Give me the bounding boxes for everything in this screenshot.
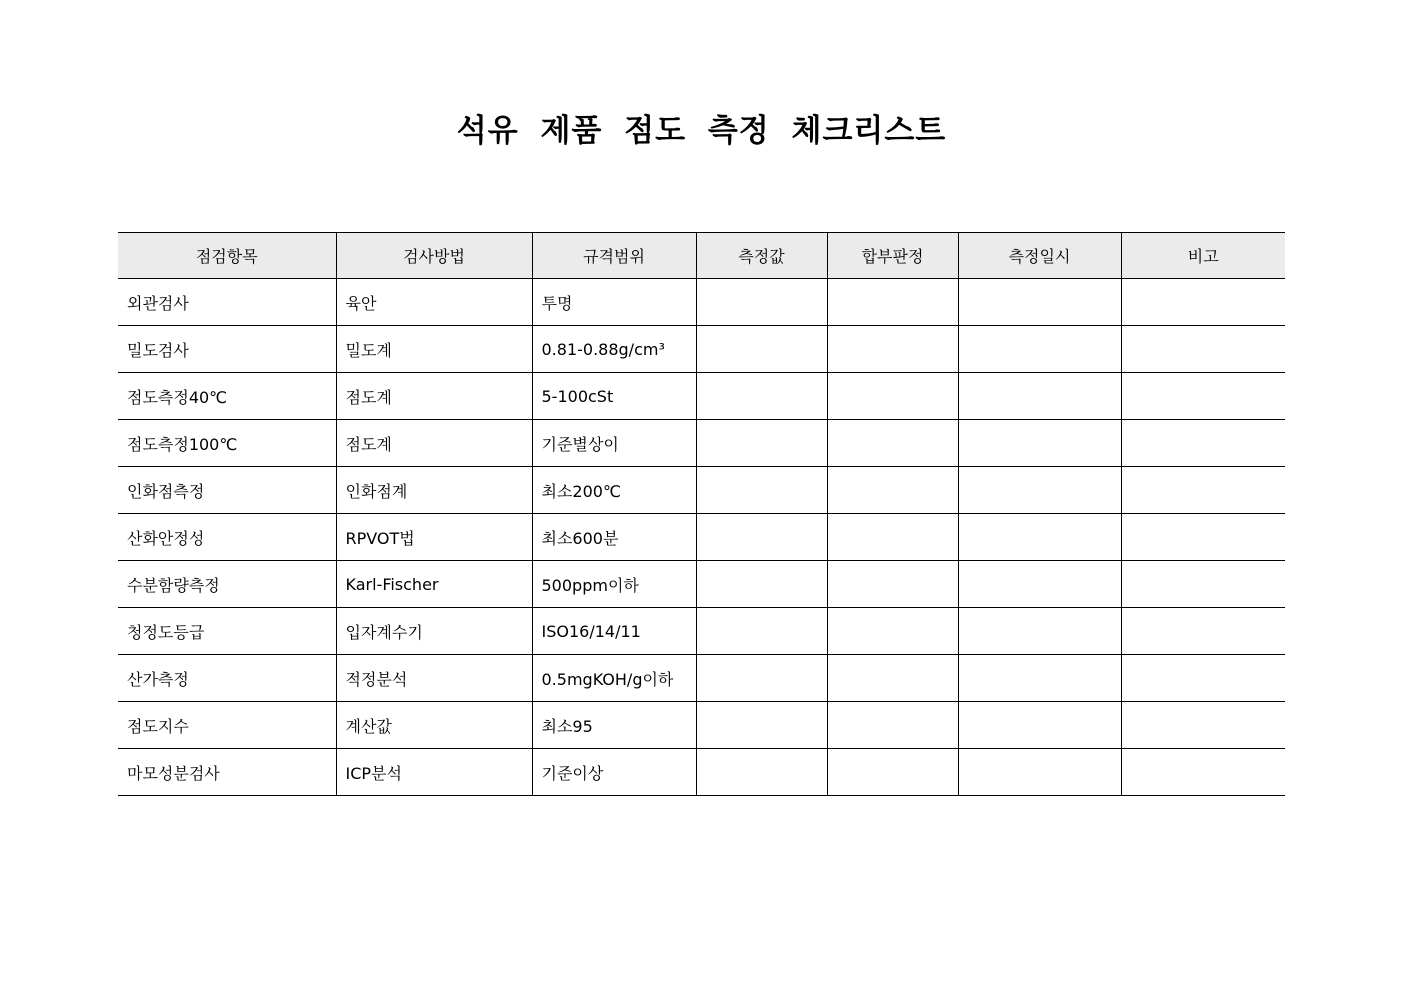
header-cell-measured-value: 측정값	[696, 233, 827, 279]
cell-test-method: 인화점계	[336, 467, 532, 514]
cell-test-method: 입자계수기	[336, 608, 532, 655]
cell-remarks	[1121, 373, 1285, 420]
header-cell-remarks: 비고	[1121, 233, 1285, 279]
cell-measured-value	[696, 467, 827, 514]
cell-pass-fail	[827, 373, 958, 420]
cell-remarks	[1121, 420, 1285, 467]
cell-remarks	[1121, 749, 1285, 796]
cell-inspection-item: 마모성분검사	[118, 749, 336, 796]
cell-measured-datetime	[958, 467, 1121, 514]
table-row	[118, 702, 1285, 749]
cell-measured-value	[696, 749, 827, 796]
table-header-row	[118, 233, 1285, 279]
cell-spec-range: 0.81-0.88g/cm³	[532, 326, 696, 373]
cell-pass-fail	[827, 279, 958, 326]
cell-measured-datetime	[958, 373, 1121, 420]
table-row	[118, 514, 1285, 561]
cell-test-method: 육안	[336, 279, 532, 326]
cell-pass-fail	[827, 561, 958, 608]
table-row	[118, 420, 1285, 467]
cell-pass-fail	[827, 467, 958, 514]
cell-pass-fail	[827, 514, 958, 561]
cell-inspection-item: 산가측정	[118, 655, 336, 702]
cell-test-method: Karl-Fischer	[336, 561, 532, 608]
cell-spec-range: 0.5mgKOH/g이하	[532, 655, 696, 702]
table-row	[118, 655, 1285, 702]
cell-remarks	[1121, 514, 1285, 561]
cell-test-method: 계산값	[336, 702, 532, 749]
cell-pass-fail	[827, 702, 958, 749]
cell-remarks	[1121, 655, 1285, 702]
cell-inspection-item: 산화안정성	[118, 514, 336, 561]
cell-spec-range: 최소95	[532, 702, 696, 749]
cell-spec-range: 기준별상이	[532, 420, 696, 467]
viscosity-checklist-table	[118, 232, 1285, 796]
cell-measured-value	[696, 702, 827, 749]
cell-test-method: 점도계	[336, 373, 532, 420]
cell-inspection-item: 청정도등급	[118, 608, 336, 655]
cell-inspection-item: 인화점측정	[118, 467, 336, 514]
cell-spec-range: 5-100cSt	[532, 373, 696, 420]
cell-inspection-item: 점도측정100℃	[118, 420, 336, 467]
cell-measured-datetime	[958, 420, 1121, 467]
cell-pass-fail	[827, 326, 958, 373]
cell-test-method: ICP분석	[336, 749, 532, 796]
cell-remarks	[1121, 326, 1285, 373]
table-row	[118, 749, 1285, 796]
cell-inspection-item: 밀도검사	[118, 326, 336, 373]
cell-remarks	[1121, 467, 1285, 514]
cell-pass-fail	[827, 749, 958, 796]
cell-remarks	[1121, 279, 1285, 326]
cell-measured-value	[696, 279, 827, 326]
header-cell-spec-range: 규격범위	[532, 233, 696, 279]
cell-measured-value	[696, 655, 827, 702]
cell-measured-datetime	[958, 655, 1121, 702]
table-row	[118, 608, 1285, 655]
header-cell-inspection-item: 점검항목	[118, 233, 336, 279]
header-cell-measured-datetime: 측정일시	[958, 233, 1121, 279]
cell-pass-fail	[827, 655, 958, 702]
cell-pass-fail	[827, 420, 958, 467]
cell-inspection-item: 점도측정40℃	[118, 373, 336, 420]
cell-measured-value	[696, 608, 827, 655]
header-cell-pass-fail: 합부판정	[827, 233, 958, 279]
cell-measured-datetime	[958, 326, 1121, 373]
cell-spec-range: 500ppm이하	[532, 561, 696, 608]
cell-measured-datetime	[958, 702, 1121, 749]
cell-spec-range: 기준이상	[532, 749, 696, 796]
document-title: 석유 제품 점도 측정 체크리스트	[456, 113, 947, 149]
table-row	[118, 373, 1285, 420]
cell-measured-value	[696, 326, 827, 373]
cell-remarks	[1121, 561, 1285, 608]
cell-inspection-item: 외관검사	[118, 279, 336, 326]
table-row	[118, 467, 1285, 514]
cell-measured-datetime	[958, 608, 1121, 655]
cell-inspection-item: 점도지수	[118, 702, 336, 749]
cell-measured-value	[696, 514, 827, 561]
cell-inspection-item: 수분함량측정	[118, 561, 336, 608]
cell-spec-range: 최소200℃	[532, 467, 696, 514]
cell-measured-datetime	[958, 749, 1121, 796]
cell-remarks	[1121, 608, 1285, 655]
table-row	[118, 279, 1285, 326]
cell-measured-datetime	[958, 561, 1121, 608]
cell-measured-value	[696, 373, 827, 420]
cell-test-method: 적정분석	[336, 655, 532, 702]
cell-spec-range: 최소600분	[532, 514, 696, 561]
header-cell-test-method: 검사방법	[336, 233, 532, 279]
cell-spec-range: 투명	[532, 279, 696, 326]
cell-pass-fail	[827, 608, 958, 655]
cell-measured-value	[696, 561, 827, 608]
cell-test-method: 밀도계	[336, 326, 532, 373]
cell-remarks	[1121, 702, 1285, 749]
cell-test-method: RPVOT법	[336, 514, 532, 561]
cell-test-method: 점도계	[336, 420, 532, 467]
table-row	[118, 561, 1285, 608]
cell-measured-datetime	[958, 514, 1121, 561]
cell-measured-value	[696, 420, 827, 467]
cell-measured-datetime	[958, 279, 1121, 326]
table-row	[118, 326, 1285, 373]
cell-spec-range: ISO16/14/11	[532, 608, 696, 655]
